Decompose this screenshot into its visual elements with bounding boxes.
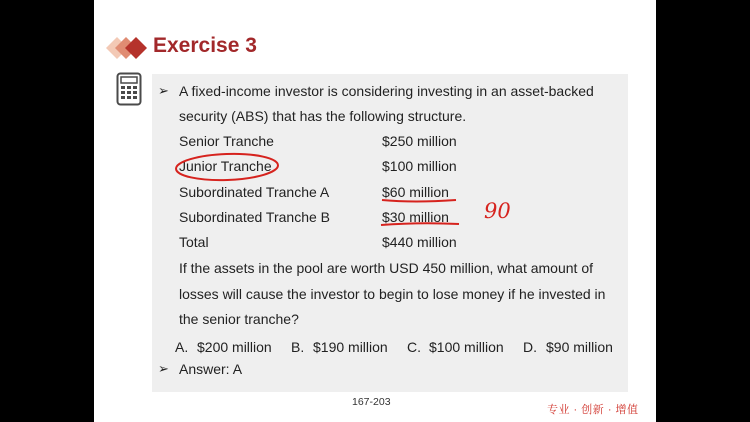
option-a-text: $200 million <box>197 339 272 355</box>
tranche-name-sub-b: Subordinated Tranche B <box>179 209 330 225</box>
slide-title: Exercise 3 <box>153 34 257 57</box>
prompt-line-3: the senior tranche? <box>179 311 299 327</box>
answer-text: Answer: A <box>179 361 243 377</box>
option-d-letter: D. <box>523 339 537 355</box>
tranche-name-junior: Junior Tranche <box>179 158 272 174</box>
arrow-bullet-icon: ➢ <box>158 83 169 98</box>
option-b-letter: B. <box>291 339 305 355</box>
prompt-line-2: losses will cause the investor to begin to lose money if he invested in <box>179 286 606 302</box>
tranche-amount-total: $440 million <box>382 234 457 250</box>
tranche-amount-sub-a: $60 million <box>382 184 449 200</box>
option-c-text: $100 million <box>429 339 504 355</box>
tranche-name-total: Total <box>179 234 209 250</box>
option-c-letter: C. <box>407 339 421 355</box>
question-line-2: security (ABS) that has the following structure. <box>179 108 467 124</box>
tranche-amount-senior: $250 million <box>382 133 457 149</box>
arrow-bullet-icon: ➢ <box>158 361 169 376</box>
option-a-letter: A. <box>175 339 189 355</box>
prompt-line-1: If the assets in the pool are worth USD 450 million, what amount of <box>179 260 593 276</box>
tranche-name-sub-a: Subordinated Tranche A <box>179 184 330 200</box>
handwritten-note: 90 <box>484 199 511 223</box>
tranche-amount-sub-b: $30 million <box>382 209 449 225</box>
tranche-name-senior: Senior Tranche <box>179 133 274 149</box>
slide <box>94 0 656 422</box>
option-d-text: $90 million <box>546 339 613 355</box>
diamond-logo-icon <box>106 37 150 59</box>
footer-tagline: 专业 · 创新 · 增值 <box>547 404 639 416</box>
question-line-1: A fixed-income investor is considering investing in an asset-backed <box>179 83 594 99</box>
page-number: 167-203 <box>352 396 391 408</box>
calculator-icon <box>116 72 142 106</box>
option-b-text: $190 million <box>313 339 388 355</box>
tranche-amount-junior: $100 million <box>382 158 457 174</box>
